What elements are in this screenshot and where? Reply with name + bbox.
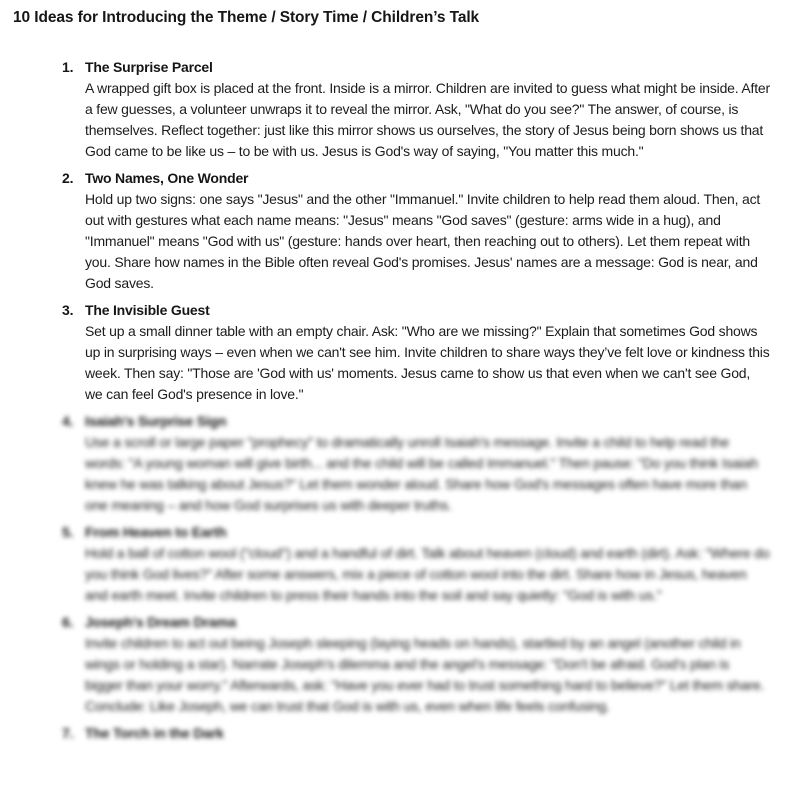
- list-item: [13, 300, 770, 405]
- list-item: [13, 57, 770, 162]
- item-number: 5.: [62, 524, 74, 540]
- item-heading: From Heaven to Earth: [85, 524, 227, 540]
- item-number: 4.: [62, 413, 74, 429]
- list-item-blurred: [13, 723, 770, 744]
- item-heading: Joseph's Dream Drama: [85, 614, 237, 630]
- item-body: Hold a ball of cotton wool ("cloud") and a handful of dirt. Talk about heaven (cloud) and earth (dirt). Ask: "Where do you think God lives?" After some answers, mix a piece of cotton wool into the dirt. Share how in Jesus, heaven and earth meet. Invite children to press their hands into the soil and say quietly: "God is with us.": [85, 545, 770, 603]
- list-item-blurred: [13, 522, 770, 606]
- item-heading: Isaiah's Surprise Sign: [85, 413, 227, 429]
- item-body: Set up a small dinner table with an empty chair. Ask: "Who are we missing?" Explain that sometimes God shows up in surprising ways – even when we can't see him. Invite children to share ways they’ve felt love or kindness this week. Then say: "Those are 'God with us' moments. Jesus came to show us that even when we can't see God, we can feel God's presence in love.": [85, 323, 770, 402]
- item-number: 6.: [62, 614, 74, 630]
- item-body: Use a scroll or large paper "prophecy" to dramatically unroll Isaiah's message. Invite a child to help read the words: "A young woman will give birth... and the child will be called Immanuel." Then pause: "Do you think Isaiah knew he was talking about Jesus?" Let them wonder aloud. Share how God's messages often have more than one meaning – and how God surprises us with deeper truths.: [85, 434, 758, 513]
- list-item-blurred: [13, 411, 770, 516]
- item-body: Hold up two signs: one says "Jesus" and the other "Immanuel." Invite children to help read them aloud. Then, act out with gestures what each name means: "Jesus" means "God saves" (gesture: arms wide in a hug), and "Immanuel" means "God with us" (gesture: hands over heart, then reaching out to others). Let them repeat with you. Share how names in the Bible often reveal God's promises. Jesus' names are a message: God is near, and God saves.: [85, 191, 761, 291]
- idea-list: [13, 57, 772, 744]
- item-body: A wrapped gift box is placed at the front. Inside is a mirror. Children are invited to guess what might be inside. After a few guesses, a volunteer unwraps it to reveal the mirror. Ask, "What do you see?" The answer, of course, is themselves. Reflect together: just like this mirror shows us ourselves, the story of Jesus being born shows us that God came to be like us – to be with us. Jesus is God's way of saying, "You matter this much.": [85, 80, 770, 159]
- item-heading: The Surprise Parcel: [85, 59, 213, 75]
- item-number: 1.: [62, 59, 74, 75]
- item-heading: Two Names, One Wonder: [85, 170, 249, 186]
- item-number: 7.: [62, 725, 74, 741]
- item-number: 2.: [62, 170, 74, 186]
- item-number: 3.: [62, 302, 74, 318]
- page-title: 10 Ideas for Introducing the Theme / Story Time / Children’s Talk: [13, 9, 480, 26]
- item-heading: The Torch in the Dark: [85, 725, 224, 741]
- item-body: Invite children to act out being Joseph sleeping (laying heads on hands), startled by an angel (another child in wings or holding a star). Narrate Joseph's dilemma and the angel's message: "Don't be afraid. God's plan is bigger than your worry." Afterwards, ask: "Have you ever had to trust something hard to believe?" Let them share. Conclude: Like Joseph, we can trust that God is with us, even when life feels confusing.: [85, 635, 765, 714]
- item-heading: The Invisible Guest: [85, 302, 210, 318]
- list-item-blurred: [13, 612, 770, 717]
- list-item: [13, 168, 770, 294]
